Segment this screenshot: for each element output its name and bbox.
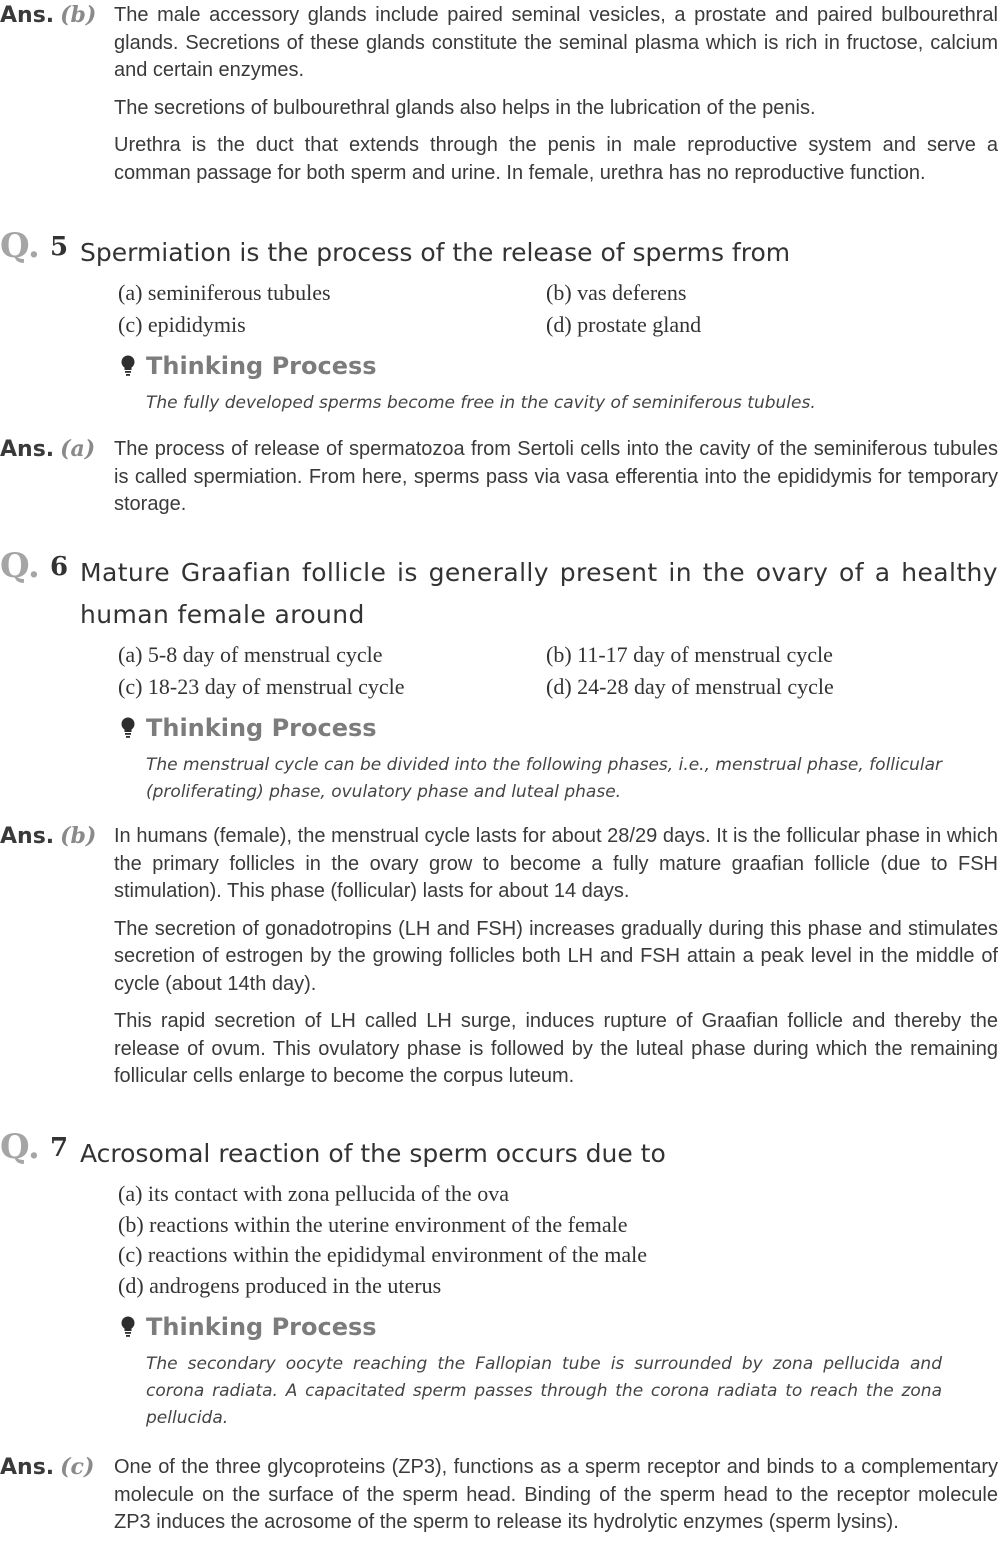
question-mark-icon: Q.	[0, 226, 40, 266]
answer-letter: (a)	[60, 436, 96, 462]
answer-label-text: Ans.	[0, 3, 55, 28]
answer-paragraph: In humans (female), the menstrual cycle lasts for about 28/29 days. It is the follicular phase in which the primary follicles in the ovary grow to become a fully mature graafian follicle (due to FSH stimulation). This phase (follicular) lasts for about 14 days.	[114, 825, 998, 902]
option-b: (b) reactions within the uterine environment of the female	[118, 1211, 628, 1237]
lightbulb-icon	[120, 355, 136, 377]
answer-label-text: Ans.	[0, 437, 55, 462]
option-c: (c) reactions within the epididymal environment of the male	[118, 1242, 648, 1267]
thinking-process-title: Thinking Process	[146, 714, 377, 742]
option-d: (d) prostate gland	[546, 312, 702, 337]
answer-paragraph: One of the three glycoproteins (ZP3), functions as a sperm receptor and binds to a complementary molecule on the surface of the sperm head. Binding of the sperm head to the receptor molecule ZP3 induces the acrosome of the sperm to release its hydrolytic enzymes (sperm lysins).	[114, 1456, 998, 1533]
answer-body	[114, 2, 998, 187]
option-b: (b) vas deferens	[546, 280, 687, 305]
answer-paragraph: Urethra is the duct that extends through the penis in male reproductive system and serve a comman passage for both sperm and urine. In female, urethra has no reproductive function.	[114, 134, 998, 184]
lightbulb-icon	[120, 717, 136, 739]
answer-paragraph: The secretions of bulbourethral glands also helps in the lubrication of the penis.	[114, 96, 816, 119]
answer-label-text: Ans.	[0, 1455, 55, 1480]
answer-paragraph: The process of release of spermatozoa from Sertoli cells into the cavity of the seminiferous tubules is called spermiation. From here, sperms pass via vasa efferentia into the epididymis for temporary storage.	[114, 438, 998, 515]
answer-paragraph: The secretion of gonadotropins (LH and FSH) increases gradually during this phase and stimulates secretion of estrogen by the growing follicles both LH and FSH attain a peak level in the middle of cycle (about 14th day).	[114, 917, 998, 995]
options-list	[118, 640, 998, 702]
options-list	[118, 1179, 998, 1301]
thinking-process-title: Thinking Process	[146, 1313, 377, 1341]
lightbulb-icon	[120, 1316, 136, 1338]
answer-letter: (c)	[60, 1454, 95, 1480]
option-d: (d) 24-28 day of menstrual cycle	[546, 674, 834, 699]
answer-body	[114, 823, 998, 1091]
answer-block-prev	[0, 2, 998, 197]
option-c: (c) epididymis	[118, 312, 246, 337]
answer-label	[0, 823, 96, 849]
question-number: 6	[50, 552, 69, 582]
thinking-process-heading	[120, 352, 998, 380]
option-a: (a) seminiferous tubules	[118, 280, 331, 305]
question-block-7	[0, 1127, 998, 1432]
question-number: 5	[50, 232, 69, 262]
answer-body	[114, 1454, 998, 1537]
answer-letter: (b)	[60, 823, 97, 849]
question-mark-icon: Q.	[0, 1127, 40, 1167]
thinking-process-heading	[120, 714, 998, 742]
option-a: (a) 5-8 day of menstrual cycle	[118, 642, 383, 667]
thinking-process-text: The menstrual cycle can be divided into the following phases, i.e., menstrual phase, follicular (proliferating) phase, ovulatory phase and luteal phase.	[146, 755, 942, 802]
thinking-process-heading	[120, 1313, 998, 1341]
question-heading	[0, 1127, 998, 1175]
question-text: Acrosomal reaction of the sperm occurs due to	[80, 1139, 666, 1168]
option-a: (a) its contact with zona pellucida of the ova	[118, 1181, 509, 1206]
option-b: (b) 11-17 day of menstrual cycle	[546, 642, 833, 667]
question-heading	[0, 546, 998, 636]
answer-block-7	[0, 1454, 998, 1547]
answer-letter: (b)	[60, 2, 97, 28]
answer-block-6	[0, 823, 998, 1101]
question-heading	[0, 226, 998, 274]
question-text: Mature Graafian follicle is generally present in the ovary of a healthy human female around	[80, 558, 998, 629]
answer-block-5	[0, 436, 998, 529]
answer-label-text: Ans.	[0, 824, 55, 849]
answer-label	[0, 436, 95, 462]
answer-body	[114, 436, 998, 519]
answer-paragraph: This rapid secretion of LH called LH surge, induces rupture of Graafian follicle and thereby the release of ovum. This ovulatory phase is followed by the luteal phase during which the remaining follicular cells enlarge to become the corpus luteum.	[114, 1010, 998, 1087]
answer-label	[0, 2, 96, 28]
options-list	[118, 278, 998, 340]
question-block-6	[0, 546, 998, 806]
question-mark-icon: Q.	[0, 546, 40, 586]
thinking-process-title: Thinking Process	[146, 352, 377, 380]
question-number: 7	[50, 1133, 69, 1163]
answer-paragraph: The male accessory glands include paired seminal vesicles, a prostate and paired bulbourethral glands. Secretions of these glands constitute the seminal plasma which is rich in fructose, calcium and certain enzymes.	[114, 4, 998, 81]
question-text: Spermiation is the process of the release of sperms from	[80, 238, 791, 267]
answer-label	[0, 1454, 94, 1480]
thinking-process-text: The fully developed sperms become free in the cavity of seminiferous tubules.	[146, 393, 816, 413]
option-c: (c) 18-23 day of menstrual cycle	[118, 674, 405, 699]
thinking-process-text: The secondary oocyte reaching the Fallopian tube is surrounded by zona pellucida and corona radiata. A capacitated sperm passes through the corona radiata to reach the zona pellucida.	[146, 1354, 942, 1428]
option-d: (d) androgens produced in the uterus	[118, 1272, 442, 1298]
question-block-5	[0, 226, 998, 417]
